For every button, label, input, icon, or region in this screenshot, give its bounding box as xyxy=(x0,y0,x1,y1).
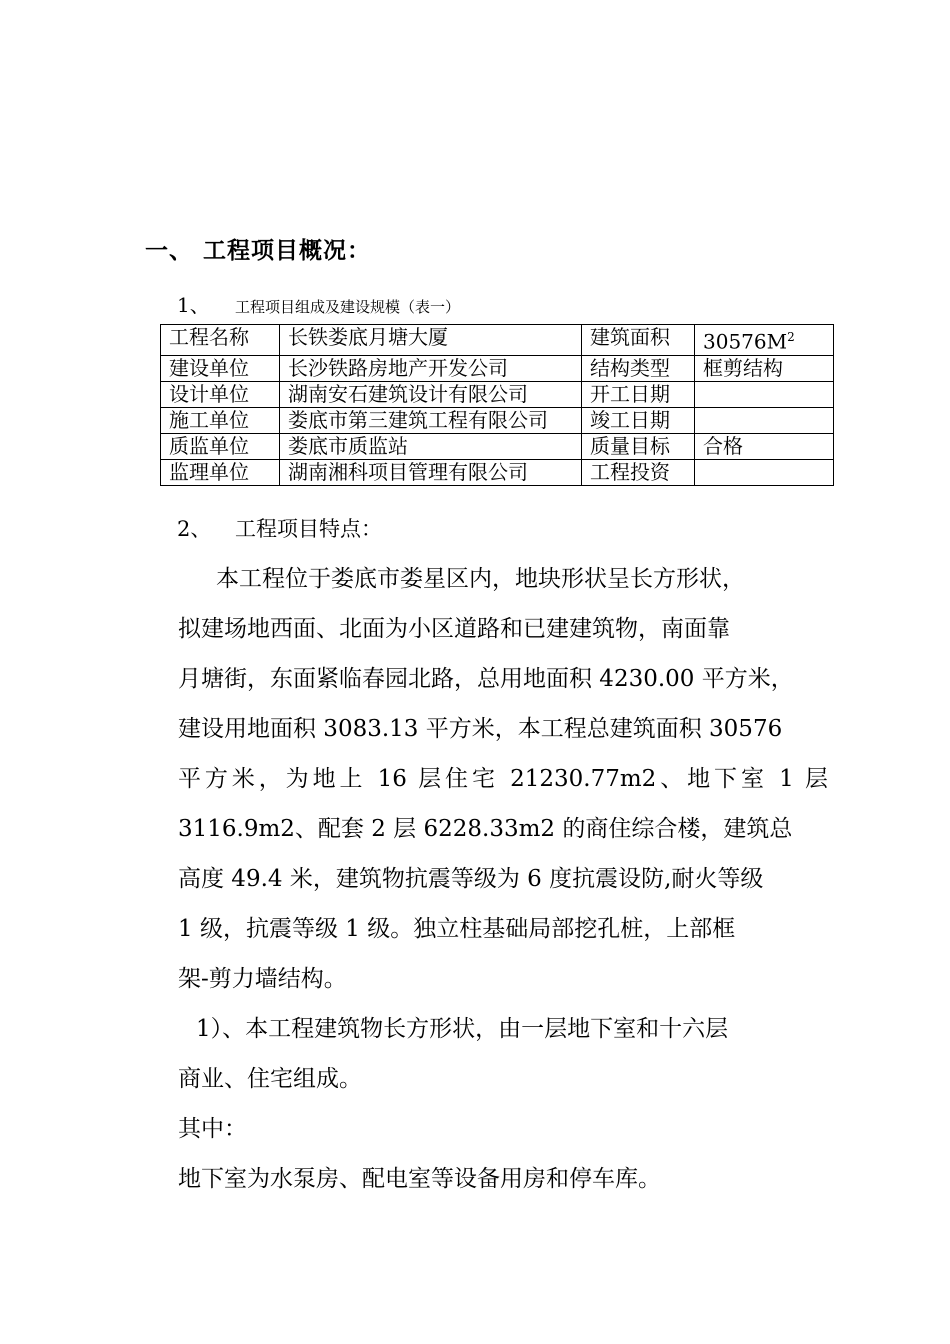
body-line: 月塘街，东面紧临春园北路，总用地面积 4230.00 平方米， xyxy=(178,666,794,692)
row-label: 质监单位 xyxy=(161,433,280,459)
row-value: 长沙铁路房地产开发公司 xyxy=(280,355,582,381)
table-row xyxy=(161,325,834,356)
row-value xyxy=(695,381,834,407)
body-paragraph xyxy=(178,554,828,1204)
body-line: 拟建场地西面、北面为小区道路和已建建筑物，南面靠 xyxy=(178,616,730,642)
area-value: 30576M xyxy=(703,329,788,354)
row-label: 施工单位 xyxy=(161,407,280,433)
row-label: 工程名称 xyxy=(161,325,280,356)
body-line: 建设用地面积 3083.13 平方米，本工程总建筑面积 30576 xyxy=(178,716,783,742)
row-label: 质量目标 xyxy=(582,433,695,459)
row-value xyxy=(695,325,834,356)
row-value: 娄底市质监站 xyxy=(280,433,582,459)
section-subheading xyxy=(177,513,382,543)
subheading-number: 2、 xyxy=(177,517,212,541)
row-value: 娄底市第三建筑工程有限公司 xyxy=(280,407,582,433)
body-line: 地下室为水泵房、配电室等设备用房和停车库。 xyxy=(178,1166,661,1192)
heading-number: 一、 xyxy=(145,238,193,264)
table-caption xyxy=(177,289,460,318)
row-label: 设计单位 xyxy=(161,381,280,407)
project-info-table xyxy=(160,324,834,486)
row-label: 开工日期 xyxy=(582,381,695,407)
subheading-title: 工程项目特点： xyxy=(235,517,382,541)
body-line: 商业、住宅组成。 xyxy=(178,1066,362,1092)
table-row xyxy=(161,433,834,459)
row-value: 湖南安石建筑设计有限公司 xyxy=(280,381,582,407)
row-value xyxy=(695,459,834,485)
table-row xyxy=(161,407,834,433)
row-value: 长铁娄底月塘大厦 xyxy=(280,325,582,356)
table-row xyxy=(161,459,834,485)
table-row xyxy=(161,381,834,407)
table-row xyxy=(161,355,834,381)
body-line: 1 级，抗震等级 1 级。独立柱基础局部挖孔桩，上部框 xyxy=(178,916,736,942)
body-line: 1）、本工程建筑物长方形状，由一层地下室和十六层 xyxy=(196,1016,729,1042)
body-line: 3116.9m2、配套 2 层 6228.33m2 的商住综合楼，建筑总 xyxy=(178,816,793,842)
row-label: 工程投资 xyxy=(582,459,695,485)
body-line: 架-剪力墙结构。 xyxy=(178,966,347,992)
section-heading xyxy=(145,232,371,265)
row-label: 建设单位 xyxy=(161,355,280,381)
row-label: 建筑面积 xyxy=(582,325,695,356)
body-line: 本工程位于娄底市娄星区内，地块形状呈长方形状， xyxy=(216,566,745,592)
row-value xyxy=(695,407,834,433)
row-label: 监理单位 xyxy=(161,459,280,485)
area-unit-superscript: 2 xyxy=(787,330,795,344)
caption-number: 1、 xyxy=(177,293,210,317)
row-value: 湖南湘科项目管理有限公司 xyxy=(280,459,582,485)
body-line: 高度 49.4 米，建筑物抗震等级为 6 度抗震设防,耐火等级 xyxy=(178,866,764,892)
heading-title: 工程项目概况： xyxy=(203,238,371,264)
body-line: 平方米，为地上 16 层住宅 21230.77m2、地下室 1 层 xyxy=(178,766,828,792)
row-value: 合格 xyxy=(695,433,834,459)
row-label: 竣工日期 xyxy=(582,407,695,433)
caption-text: 工程项目组成及建设规模（表一） xyxy=(235,298,461,316)
row-label: 结构类型 xyxy=(582,355,695,381)
row-value: 框剪结构 xyxy=(695,355,834,381)
body-line: 其中： xyxy=(178,1116,247,1142)
